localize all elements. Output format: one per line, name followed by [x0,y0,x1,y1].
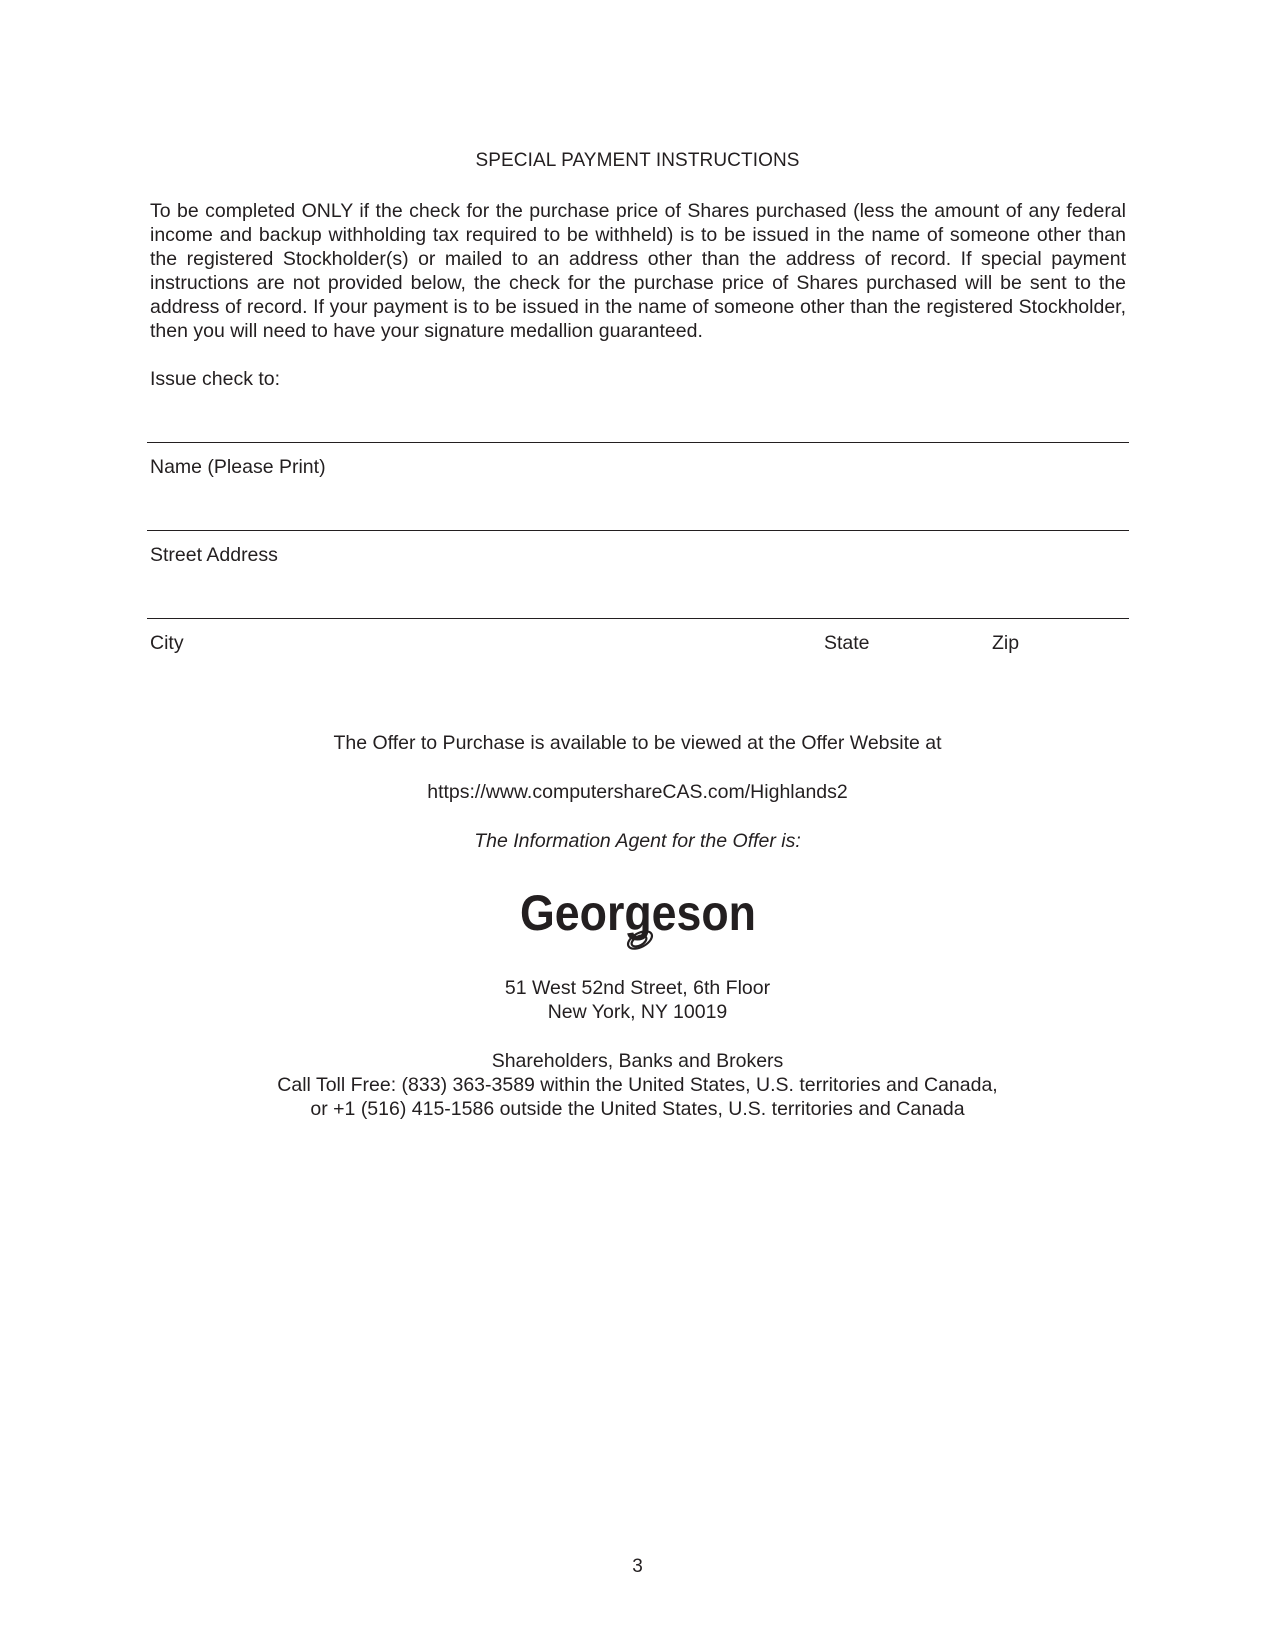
state-field-label: State [824,632,870,654]
street-field-line[interactable] [147,530,1129,531]
zip-field-label: Zip [992,632,1020,654]
name-field-label: Name (Please Print) [150,456,326,478]
offer-website-link[interactable]: https://www.computershareCAS.com/Highlands2 [427,781,848,803]
city-field-label: City [150,632,184,654]
information-agent-intro: The Information Agent for the Offer is: [474,830,801,852]
georgeson-logo-mark [508,882,768,956]
agent-address-line2: New York, NY 10019 [547,1001,728,1023]
page-number: 3 [632,1556,643,1577]
street-field-label: Street Address [150,544,278,566]
city-state-zip-field-line[interactable] [147,618,1129,619]
section-title: SPECIAL PAYMENT INSTRUCTIONS [475,150,800,171]
name-field-line[interactable] [147,442,1129,443]
instructions-paragraph: To be completed ONLY if the check for the purchase price of Shares purchased (less the amount of any federal income and backup withholding tax required to be withheld) is to be issued in the name of someone other than the registered Stockholder(s) or mailed to an address other than the address of record. If special payment instructions are not provided below, the check for the purchase price of Shares purchased will be sent to the address of record. If your payment is to be issued in the name of someone other than the registered Stockholder, then you will need to have your signature medallion guaranteed. [150,200,1126,342]
contact-heading: Shareholders, Banks and Brokers [491,1050,784,1072]
logo-wordmark: Georgeson [519,885,756,941]
issue-check-label: Issue check to: [150,368,281,390]
toll-free-phone: Call Toll Free: (833) 363-3589 within the United States, U.S. territories and Canada, [277,1074,998,1096]
international-phone: or +1 (516) 415-1586 outside the United States, U.S. territories and Canada [310,1098,965,1120]
georgeson-logo [0,882,1275,962]
agent-address-line1: 51 West 52nd Street, 6th Floor [504,977,771,999]
offer-availability-text: The Offer to Purchase is available to be viewed at the Offer Website at [333,732,942,754]
